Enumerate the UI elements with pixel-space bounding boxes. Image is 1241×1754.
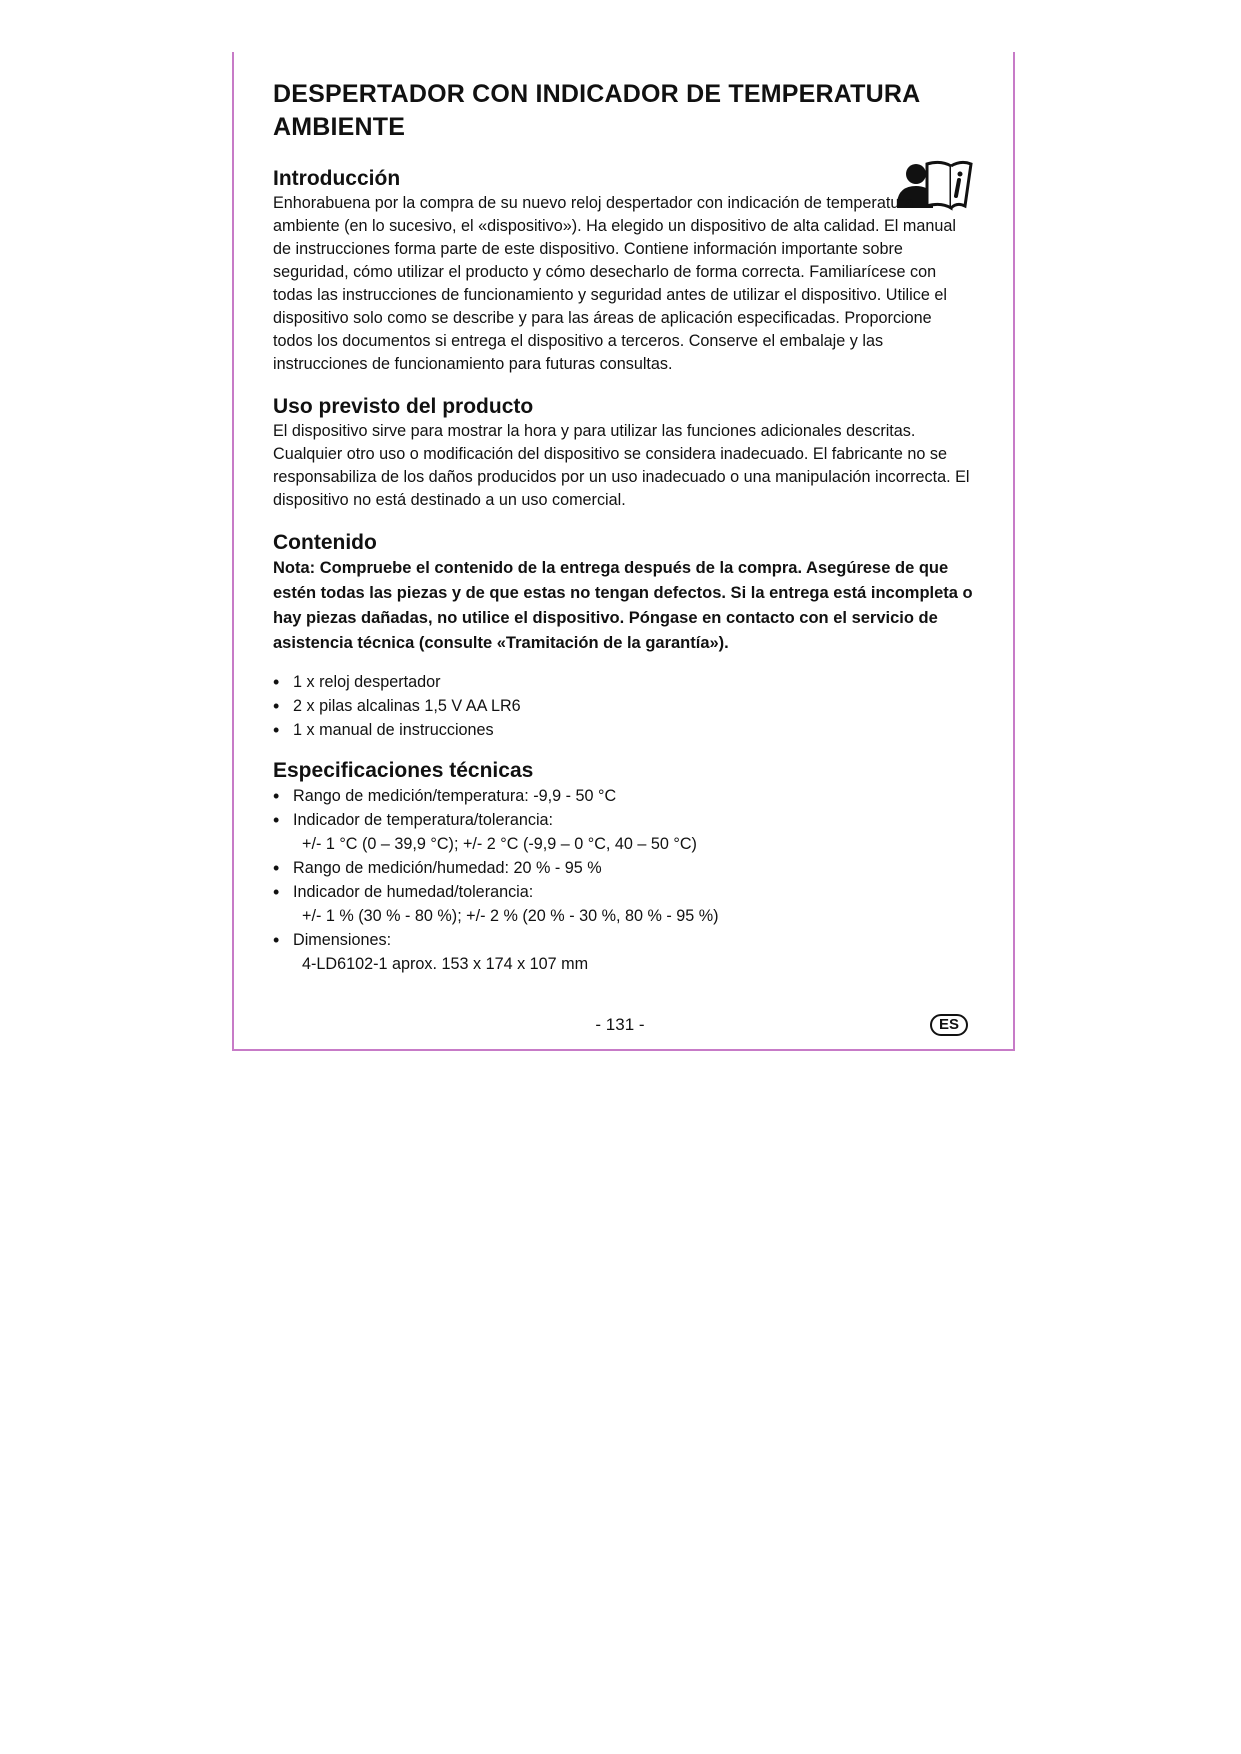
- intro-heading: Introducción: [273, 167, 401, 190]
- spec-label: Indicador de humedad/tolerancia:: [293, 883, 534, 901]
- specs-heading: Especificaciones técnicas: [273, 759, 534, 782]
- list-item: • 2 x pilas alcalinas 1,5 V AA LR6: [273, 694, 973, 718]
- document-content: [273, 78, 973, 976]
- contents-list: [273, 670, 973, 742]
- use-text: El dispositivo sirve para mostrar la hora y para utilizar las funciones adicionales descritas. Cualquier otro uso o modificación del dispositivo se considera inadecuado. El fabricante no se responsabiliza de los daños producidos por un uso inadecuado o una manipulación incorrecta. El dispositivo no está destinado a un uso comercial.: [273, 422, 970, 509]
- list-item: [273, 784, 973, 808]
- page-number: - 131 -: [595, 1015, 645, 1034]
- document-title: DESPERTADOR CON INDICADOR DE TEMPERATURA AMBIENTE: [273, 80, 920, 141]
- note-label: Nota:: [273, 559, 316, 577]
- list-item: [273, 880, 973, 928]
- language-badge: ES: [930, 1014, 968, 1036]
- list-item: [273, 808, 973, 856]
- specs-list: [273, 784, 973, 976]
- contents-heading: Contenido: [273, 531, 377, 554]
- list-item: [273, 928, 973, 976]
- spec-label: Indicador de temperatura/tolerancia:: [293, 811, 554, 829]
- list-item: [273, 856, 973, 880]
- spec-detail: +/- 1 % (30 % - 80 %); +/- 2 % (20 % - 30 %, 80 % - 95 %): [302, 907, 719, 925]
- contents-note: [273, 556, 973, 656]
- intro-text: Enhorabuena por la compra de su nuevo reloj despertador con indicación de temperatura ambiente (en lo sucesivo, el «dispositivo»). Ha elegido un dispositivo de alta calidad. El manual de instrucciones forma parte de este dispositivo. Contiene información importante sobre seguridad, cómo utilizar el producto y cómo desecharlo de forma correcta. Familiarícese con todas las instrucciones de funcionamiento y seguridad antes de utilizar el dispositivo. Utilice el dispositivo solo como se describe y para las áreas de aplicación especificadas. Proporcione todos los documentos si entrega el dispositivo a terceros. Conserve el embalaje y las instrucciones de funcionamiento para futuras consultas.: [273, 194, 956, 373]
- list-item: • 1 x manual de instrucciones: [273, 718, 973, 742]
- spec-label: Dimensiones:: [293, 931, 392, 949]
- use-heading: Uso previsto del producto: [273, 395, 534, 418]
- note-text: Compruebe el contenido de la entrega después de la compra. Asegúrese de que estén todas las piezas y de que estas no tengan defectos. Si la entrega está incompleta o hay piezas dañadas, no utilice el dispositivo. Póngase en contacto con el servicio de asistencia técnica (consulte «Tramitación de la garantía»).: [273, 559, 973, 652]
- spec-detail: +/- 1 °C (0 – 39,9 °C); +/- 2 °C (-9,9 – 0 °C, 40 – 50 °C): [302, 835, 697, 853]
- spec-label: Rango de medición/humedad: 20 % - 95 %: [293, 859, 602, 877]
- list-item: • 1 x reloj despertador: [273, 670, 973, 694]
- spec-label: Rango de medición/temperatura: -9,9 - 50 °C: [293, 787, 617, 805]
- spec-detail: 4-LD6102-1 aprox. 153 x 174 x 107 mm: [302, 955, 589, 973]
